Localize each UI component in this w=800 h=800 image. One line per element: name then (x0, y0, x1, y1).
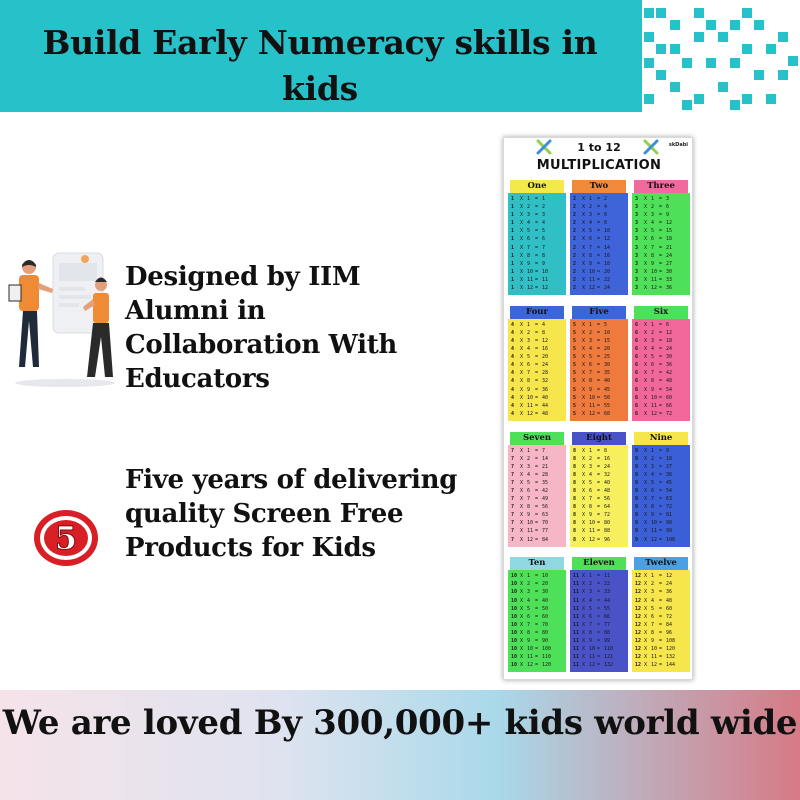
table-row: 5 X 12 = 60 (573, 410, 611, 417)
table-row: 12 X 5 = 60 (635, 605, 673, 612)
table-row: 9 X 8 = 72 (635, 504, 673, 511)
pixel-pattern-decoration (630, 0, 800, 112)
table-row: 6 X 4 = 24 (635, 346, 673, 353)
table-row: 7 X 4 = 28 (511, 471, 549, 478)
poster-title: MULTIPLICATION (536, 158, 662, 173)
table-row: 12 X 3 = 36 (635, 589, 673, 596)
table-row: 3 X 9 = 27 (635, 260, 673, 267)
table-header: Two (572, 180, 626, 193)
table-row: 8 X 1 = 8 (573, 447, 608, 454)
table-row: 3 X 12 = 36 (635, 285, 673, 292)
table-row: 8 X 3 = 24 (573, 463, 611, 470)
table-row: 12 X 12 = 144 (635, 662, 676, 669)
table-row: 7 X 3 = 21 (511, 463, 549, 470)
table-card-seven (508, 432, 566, 552)
table-row: 5 X 2 = 10 (573, 329, 611, 336)
table-row: 4 X 3 = 12 (511, 337, 549, 344)
footer-banner (0, 690, 800, 800)
table-row: 10 X 11 = 110 (511, 654, 552, 661)
table-row: 12 X 10 = 120 (635, 646, 676, 653)
table-row: 6 X 6 = 36 (635, 362, 673, 369)
table-row: 2 X 8 = 16 (573, 252, 611, 259)
table-row: 11 X 6 = 66 (573, 613, 611, 620)
poster-brand: skDabi (668, 142, 688, 148)
table-row: 7 X 9 = 63 (511, 512, 549, 519)
table-body (570, 319, 628, 421)
table-row: 11 X 5 = 55 (573, 605, 611, 612)
table-body (632, 319, 690, 421)
table-row: 7 X 6 = 42 (511, 487, 549, 494)
table-row: 4 X 7 = 28 (511, 370, 549, 377)
table-row: 9 X 2 = 18 (635, 455, 673, 462)
table-row: 7 X 11 = 77 (511, 528, 549, 535)
table-row: 4 X 12 = 48 (511, 410, 549, 417)
table-row: 1 X 9 = 9 (511, 260, 546, 267)
table-row: 1 X 5 = 5 (511, 228, 546, 235)
table-row: 12 X 8 = 96 (635, 629, 673, 636)
table-row: 10 X 12 = 120 (511, 662, 552, 669)
table-card-ten (508, 557, 566, 677)
table-row: 2 X 4 = 8 (573, 220, 608, 227)
table-row: 10 X 5 = 50 (511, 605, 549, 612)
table-row: 8 X 2 = 16 (573, 455, 611, 462)
table-row: 5 X 8 = 40 (573, 378, 611, 385)
table-row: 1 X 4 = 4 (511, 220, 546, 227)
table-row: 3 X 4 = 12 (635, 220, 673, 227)
table-row: 11 X 11 = 121 (573, 654, 614, 661)
table-row: 4 X 2 = 8 (511, 329, 546, 336)
table-row: 5 X 10 = 50 (573, 394, 611, 401)
table-header: Six (634, 306, 688, 319)
table-row: 7 X 5 = 35 (511, 479, 549, 486)
table-row: 4 X 10 = 40 (511, 394, 549, 401)
table-row: 1 X 6 = 6 (511, 236, 546, 243)
table-body (508, 193, 566, 295)
table-row: 10 X 6 = 60 (511, 613, 549, 620)
tables-grid (508, 180, 690, 677)
table-row: 12 X 9 = 108 (635, 638, 676, 644)
table-row: 5 X 1 = 5 (573, 321, 608, 328)
table-row: 2 X 3 = 6 (573, 212, 608, 219)
page-title: Build Early Numeracy skills in kids (42, 23, 598, 108)
table-row: 8 X 7 = 56 (573, 496, 611, 503)
table-row: 5 X 7 = 35 (573, 370, 611, 377)
table-row: 7 X 10 = 70 (511, 520, 549, 527)
table-row: 3 X 7 = 21 (635, 244, 673, 251)
table-row: 6 X 3 = 18 (635, 337, 673, 344)
table-row: 2 X 12 = 24 (573, 285, 611, 292)
table-row: 8 X 8 = 64 (573, 504, 611, 511)
five-years-badge-icon (32, 508, 100, 568)
table-row: 10 X 9 = 90 (511, 638, 549, 644)
table-row: 11 X 4 = 44 (573, 597, 611, 604)
table-row: 7 X 7 = 49 (511, 496, 549, 503)
table-row: 5 X 9 = 45 (573, 386, 611, 393)
table-row: 1 X 1 = 1 (511, 196, 546, 202)
table-row: 6 X 1 = 6 (635, 321, 670, 328)
table-row: 9 X 6 = 54 (635, 487, 673, 494)
table-row: 3 X 2 = 6 (635, 204, 670, 211)
table-header: Eight (572, 432, 626, 445)
table-header: Five (572, 306, 626, 319)
table-row: 6 X 2 = 12 (635, 329, 673, 336)
table-body (570, 445, 628, 547)
feature-educators-text: Designed by IIM Alumni in Collaboration With Educators (125, 262, 398, 394)
table-row: 1 X 10 = 10 (511, 268, 549, 275)
table-row: 8 X 6 = 48 (573, 487, 611, 494)
table-row: 6 X 11 = 66 (635, 402, 673, 409)
table-header: Ten (510, 557, 564, 570)
table-card-nine (632, 432, 690, 552)
table-row: 2 X 10 = 20 (573, 268, 611, 275)
table-row: 10 X 4 = 40 (511, 597, 549, 604)
table-row: 1 X 8 = 8 (511, 252, 546, 259)
table-row: 8 X 12 = 96 (573, 536, 611, 543)
table-row: 5 X 5 = 25 (573, 354, 611, 361)
table-row: 11 X 9 = 99 (573, 638, 611, 644)
table-row: 1 X 11 = 11 (511, 276, 549, 283)
table-row: 9 X 7 = 63 (635, 496, 673, 503)
table-row: 9 X 1 = 9 (635, 447, 670, 454)
table-row: 6 X 12 = 72 (635, 410, 673, 417)
table-row: 10 X 8 = 80 (511, 629, 549, 636)
table-row: 10 X 2 = 20 (511, 581, 549, 588)
table-row: 2 X 1 = 2 (573, 196, 608, 202)
table-row: 6 X 7 = 42 (635, 370, 673, 377)
table-row: 9 X 10 = 90 (635, 520, 673, 527)
table-row: 7 X 1 = 7 (511, 447, 546, 454)
table-row: 12 X 6 = 72 (635, 613, 673, 620)
table-row: 6 X 10 = 60 (635, 394, 673, 401)
table-row: 7 X 12 = 84 (511, 536, 549, 543)
table-row: 10 X 7 = 70 (511, 621, 549, 628)
table-row: 11 X 2 = 22 (573, 581, 611, 588)
table-card-six (632, 306, 690, 426)
table-row: 8 X 5 = 40 (573, 479, 611, 486)
table-row: 5 X 4 = 20 (573, 346, 611, 353)
table-card-four (508, 306, 566, 426)
table-row: 4 X 11 = 44 (511, 402, 549, 409)
table-body (632, 445, 690, 547)
table-header: Nine (634, 432, 688, 445)
table-row: 3 X 3 = 9 (635, 212, 670, 219)
table-body (570, 193, 628, 295)
table-row: 2 X 5 = 10 (573, 228, 611, 235)
table-row: 9 X 4 = 36 (635, 471, 673, 478)
table-row: 11 X 12 = 132 (573, 662, 614, 669)
table-card-three (632, 180, 690, 300)
table-row: 7 X 8 = 56 (511, 504, 549, 511)
table-card-five (570, 306, 628, 426)
table-row: 8 X 10 = 80 (573, 520, 611, 527)
table-body (508, 319, 566, 421)
table-card-eleven (570, 557, 628, 677)
table-row: 9 X 3 = 27 (635, 463, 673, 470)
feature-five-years-text: Five years of delivering quality Screen Free Products for Kids (125, 465, 458, 563)
table-row: 12 X 2 = 24 (635, 581, 673, 588)
table-row: 9 X 9 = 81 (635, 512, 673, 519)
table-row: 10 X 3 = 30 (511, 589, 549, 596)
table-row: 11 X 8 = 88 (573, 629, 611, 636)
table-row: 11 X 1 = 11 (573, 573, 611, 580)
table-row: 4 X 5 = 20 (511, 354, 549, 361)
table-header: Eleven (572, 557, 626, 570)
table-row: 12 X 11 = 132 (635, 654, 676, 661)
table-row: 7 X 2 = 14 (511, 455, 549, 462)
table-row: 6 X 8 = 48 (635, 378, 673, 385)
table-row: 3 X 11 = 33 (635, 276, 673, 283)
table-row: 6 X 5 = 30 (635, 354, 673, 361)
table-body (570, 570, 628, 672)
table-card-two (570, 180, 628, 300)
table-card-twelve (632, 557, 690, 677)
table-row: 4 X 9 = 36 (511, 386, 549, 393)
table-row: 1 X 3 = 3 (511, 212, 546, 219)
table-row: 9 X 11 = 99 (635, 528, 673, 535)
table-row: 2 X 7 = 14 (573, 244, 611, 251)
svg-text:5: 5 (54, 519, 78, 557)
table-row: 3 X 8 = 24 (635, 252, 673, 259)
table-row: 8 X 4 = 32 (573, 471, 611, 478)
educators-illustration-icon (5, 245, 125, 390)
poster-range-title: 1 to 12 (577, 141, 621, 154)
table-row: 12 X 1 = 12 (635, 573, 673, 580)
table-body (508, 570, 566, 672)
table-row: 2 X 11 = 22 (573, 276, 611, 283)
table-header: Twelve (634, 557, 688, 570)
table-row: 5 X 3 = 15 (573, 337, 611, 344)
table-row: 4 X 1 = 4 (511, 321, 546, 328)
table-row: 4 X 8 = 32 (511, 378, 549, 385)
table-row: 11 X 3 = 33 (573, 589, 611, 596)
table-card-eight (570, 432, 628, 552)
table-row: 1 X 2 = 2 (511, 204, 546, 211)
table-row: 8 X 11 = 88 (573, 528, 611, 535)
table-row: 4 X 6 = 24 (511, 362, 549, 369)
footer-text: We are loved By 300,000+ kids world wide (2, 703, 798, 743)
table-row: 3 X 6 = 18 (635, 236, 673, 243)
table-row: 12 X 7 = 84 (635, 621, 673, 628)
table-body (632, 193, 690, 295)
table-row: 3 X 5 = 15 (635, 228, 673, 235)
multiplication-poster (503, 137, 693, 680)
table-row: 4 X 4 = 16 (511, 346, 549, 353)
table-card-one (508, 180, 566, 300)
table-header: Three (634, 180, 688, 193)
table-row: 9 X 12 = 108 (635, 536, 676, 543)
table-row: 3 X 1 = 3 (635, 196, 670, 202)
table-row: 8 X 9 = 72 (573, 512, 611, 519)
table-header: Four (510, 306, 564, 319)
table-row: 10 X 1 = 10 (511, 573, 549, 580)
table-row: 3 X 10 = 30 (635, 268, 673, 275)
table-row: 11 X 10 = 110 (573, 646, 614, 653)
table-row: 2 X 2 = 4 (573, 204, 608, 211)
table-row: 1 X 12 = 12 (511, 285, 549, 292)
table-body (632, 570, 690, 672)
table-row: 6 X 9 = 54 (635, 386, 673, 393)
table-row: 12 X 4 = 48 (635, 597, 673, 604)
table-row: 1 X 7 = 7 (511, 244, 546, 251)
table-row: 11 X 7 = 77 (573, 621, 611, 628)
table-row: 5 X 6 = 30 (573, 362, 611, 369)
table-header: Seven (510, 432, 564, 445)
table-row: 2 X 6 = 12 (573, 236, 611, 243)
table-row: 9 X 5 = 45 (635, 479, 673, 486)
table-row: 2 X 9 = 18 (573, 260, 611, 267)
table-body (508, 445, 566, 547)
table-header: One (510, 180, 564, 193)
poster-header (504, 138, 694, 180)
table-row: 5 X 11 = 55 (573, 402, 611, 409)
table-row: 10 X 10 = 100 (511, 646, 552, 653)
